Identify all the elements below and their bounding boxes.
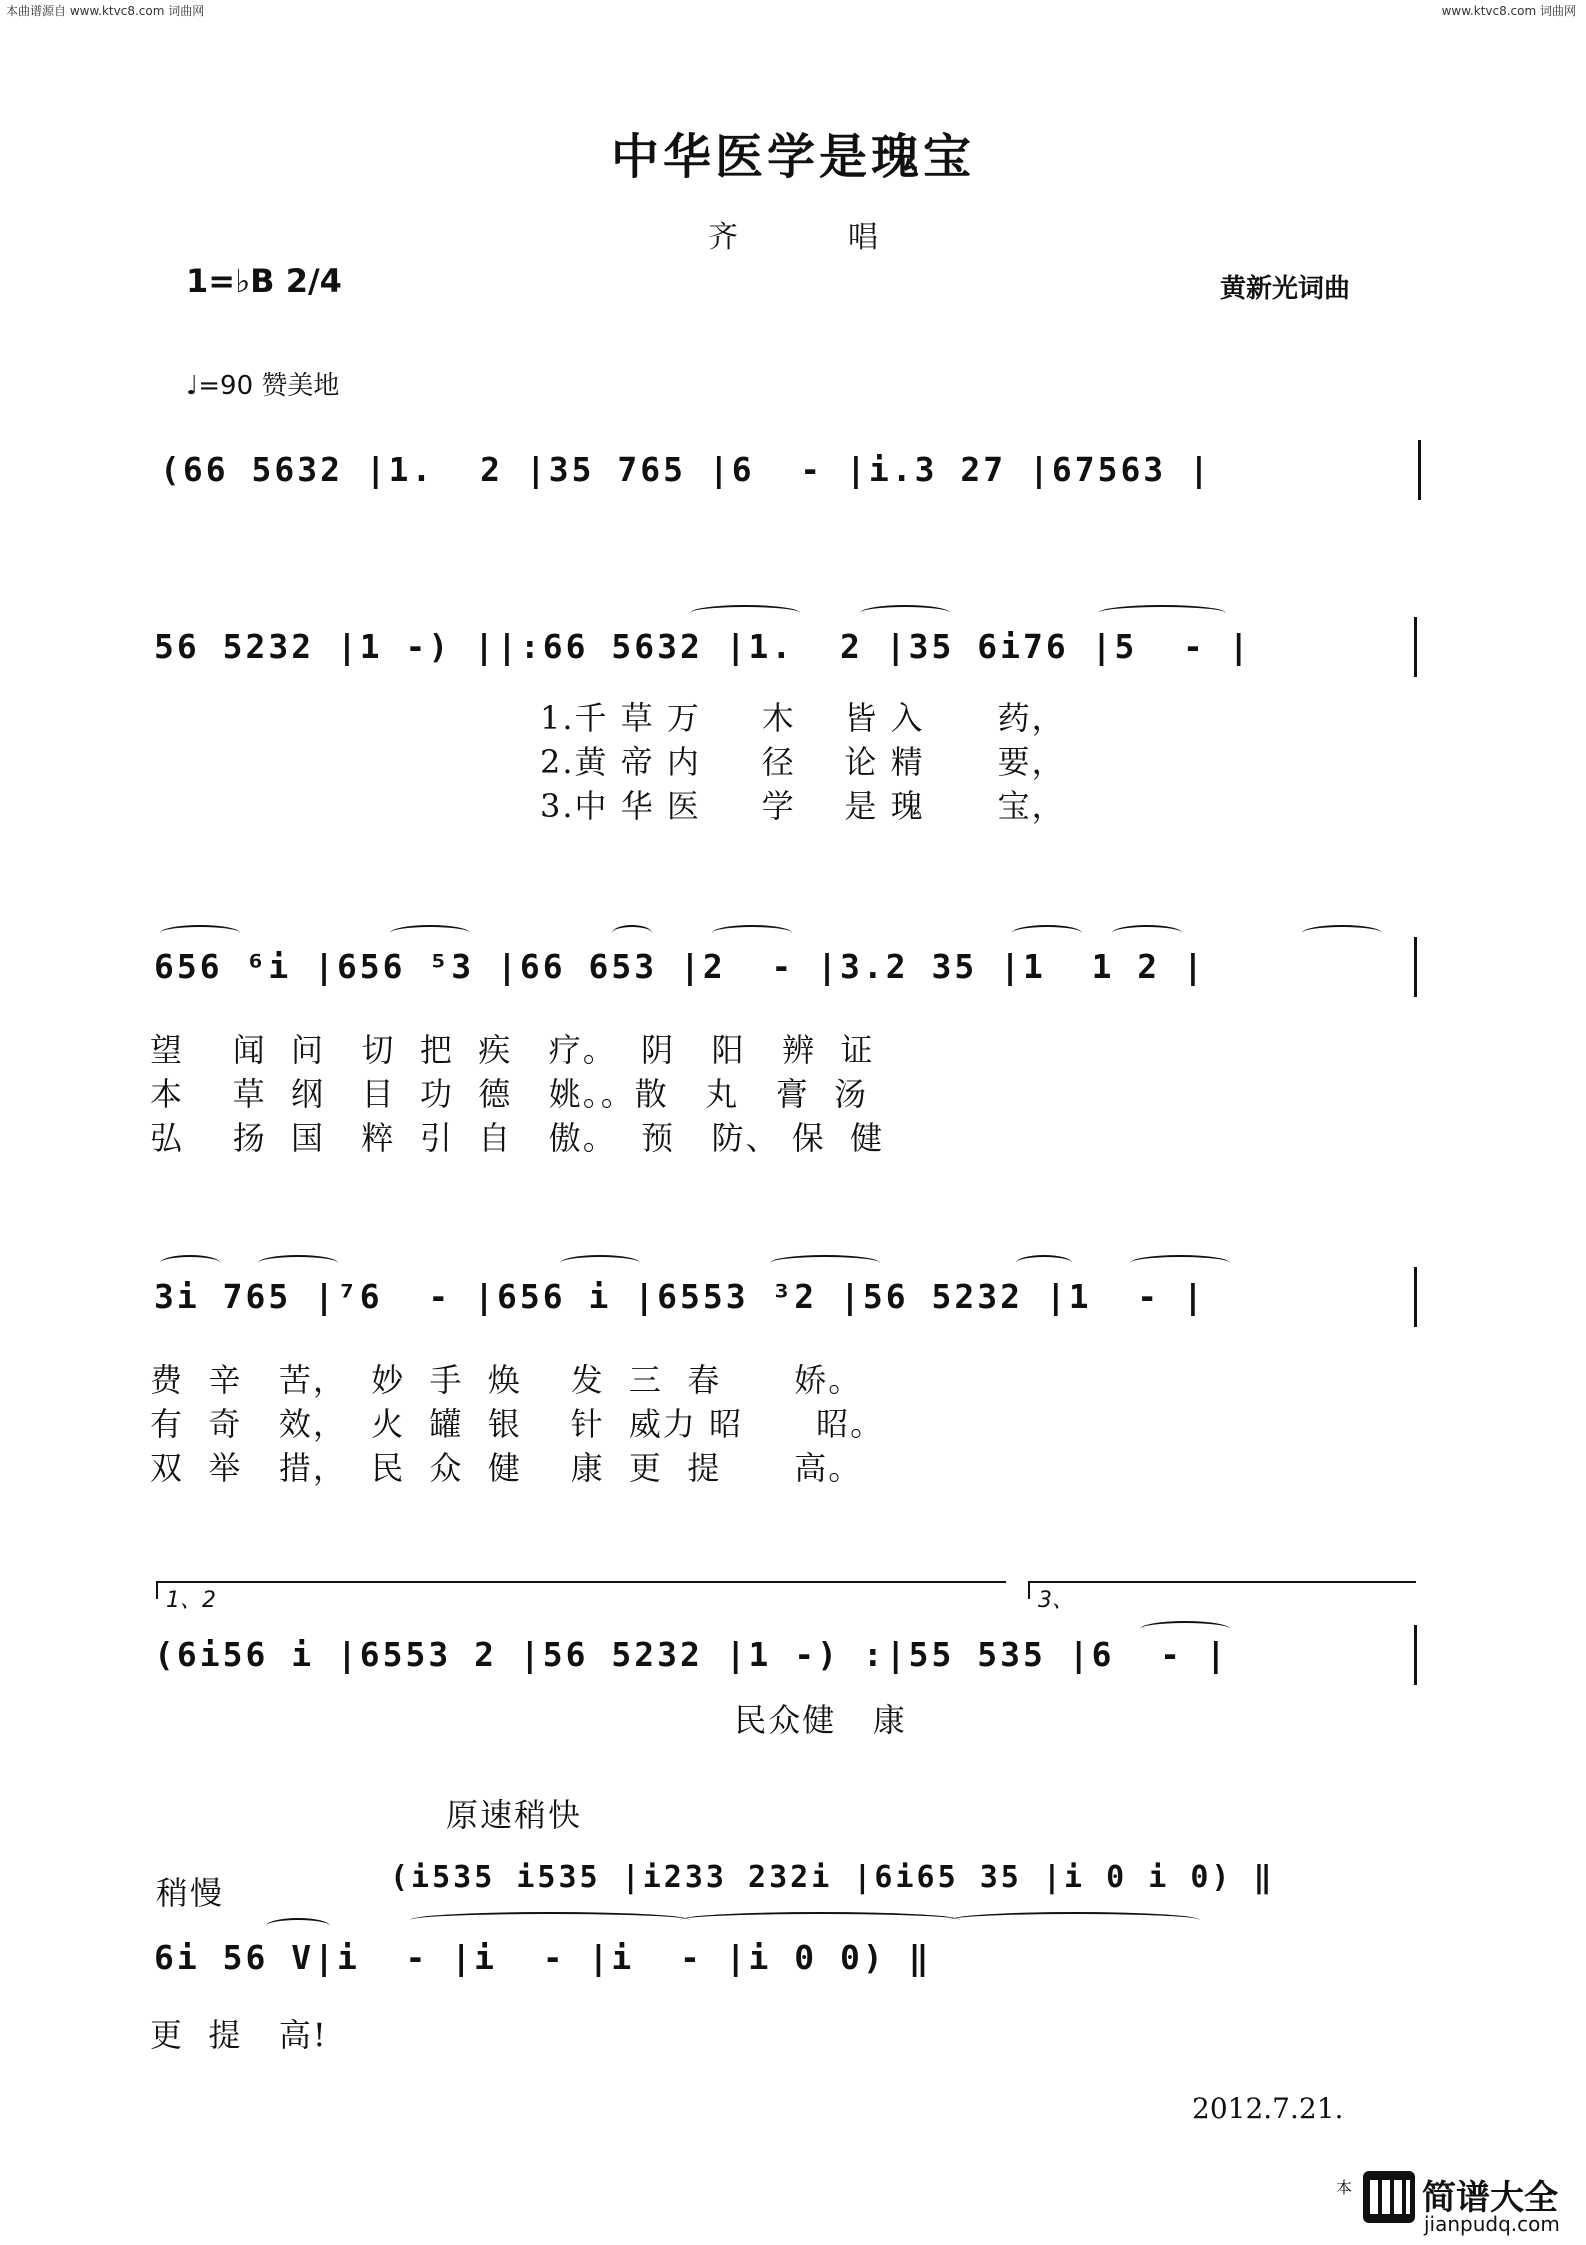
lyric-verse-2: 2.黄 帝 内 径 论 精 要，	[540, 743, 1066, 781]
upper-notation-line: (i535 i535 |i233 232i |6i65 35 |i 0 i 0) ‖	[390, 1860, 1275, 1895]
slur	[770, 1255, 880, 1271]
slur	[1130, 1255, 1230, 1271]
notation-line: 3i 765 |⁷6 - |656 i |6553 ³2 |56 5232 |1 - |	[154, 1277, 1206, 1316]
header-source-right: www.ktvc8.com 词曲网	[1441, 4, 1576, 18]
tempo-change-mark: 原速稍快	[446, 1796, 583, 1834]
notation-line: 56 5232 |1 -) ||:66 5632 |1. 2 |35 6i76 |5 - |	[154, 627, 1252, 666]
barline	[1414, 937, 1417, 997]
notation-line: (6i56 i |6553 2 |56 5232 |1 -) :|55 535 |6 - |	[154, 1635, 1229, 1674]
piano-logo-icon	[1362, 2170, 1416, 2224]
key-signature: 1=♭B 2/4	[186, 262, 342, 300]
lyric-verse-2: 有 奇 效， 火 罐 银 针 威力 昭 昭。	[150, 1405, 885, 1443]
tie	[950, 1912, 1200, 1928]
watermark-site: jianpudq.com	[1424, 2212, 1560, 2236]
tie	[680, 1912, 960, 1928]
volta-bracket-1: 1、2	[156, 1581, 1006, 1599]
tie	[410, 1912, 690, 1928]
slur	[860, 605, 950, 621]
notation-line: 6i 56 V|i - |i - |i - |i 0 0) ‖	[154, 1938, 932, 1977]
barline	[1414, 617, 1417, 677]
slur	[612, 925, 652, 941]
slur	[160, 1255, 220, 1271]
tempo-marking: ♩=90 赞美地	[186, 371, 340, 401]
lyric-verse-1: 费 辛 苦， 妙 手 焕 发 三 春 娇。	[150, 1361, 863, 1399]
slur	[1016, 1255, 1072, 1271]
barline	[1414, 1625, 1417, 1685]
slur	[390, 925, 470, 941]
lyric-verse-3: 3.中 华 医 学 是 瑰 宝，	[540, 787, 1066, 825]
slur	[690, 605, 800, 621]
volta-bracket-2: 3、	[1028, 1581, 1416, 1599]
page-title: 中华医学是瑰宝	[610, 129, 975, 185]
header-source-left: 本曲谱源自 www.ktvc8.com 词曲网	[6, 4, 205, 18]
slur	[1112, 925, 1182, 941]
slur	[712, 925, 792, 941]
slur	[160, 925, 240, 941]
lyric-verse-1: 1.千 草 万 木 皆 入 药，	[540, 699, 1066, 737]
slur	[258, 1255, 338, 1271]
slur	[560, 1255, 640, 1271]
slow-mark: 稍慢	[156, 1874, 225, 1912]
date-stamp: 2012.7.21.	[1192, 2092, 1344, 2125]
lyric-verse-3: 弘 扬 国 粹 引 自 傲。 预 防、 保 健	[150, 1119, 885, 1157]
notation-line: (66 5632 |1. 2 |35 765 |6 - |i.3 27 |67563 |	[160, 450, 1212, 489]
lyric-verse-1: 望 闻 问 切 把 疾 疗。 阴 阳 辨 证	[150, 1031, 875, 1069]
lyric-verse-2: 本 草 纲 目 功 德 姚。。散 丸 膏 汤	[150, 1075, 869, 1113]
notation-line: 656 ⁶i |656 ⁵3 |66 653 |2 - |3.2 35 |1 1 2 |	[154, 947, 1206, 986]
slur	[1012, 925, 1082, 941]
barline	[1418, 440, 1421, 500]
slur	[266, 1918, 330, 1934]
lyric-verse-3: 双 举 措， 民 众 健 康 更 提 高。	[150, 1449, 863, 1487]
watermark-brand: 简谱大全	[1422, 2178, 1558, 2218]
slur	[1098, 605, 1226, 621]
lyric-verse-3: 民众健 康	[150, 1701, 907, 1739]
composer-credit: 黄新光词曲	[1220, 274, 1351, 304]
barline	[1414, 1267, 1417, 1327]
watermark-fragment: 本	[1336, 2178, 1353, 2197]
subtitle: 齐唱	[708, 220, 988, 255]
lyric-ending: 更 提 高!	[150, 2016, 328, 2054]
slur	[1302, 925, 1382, 941]
